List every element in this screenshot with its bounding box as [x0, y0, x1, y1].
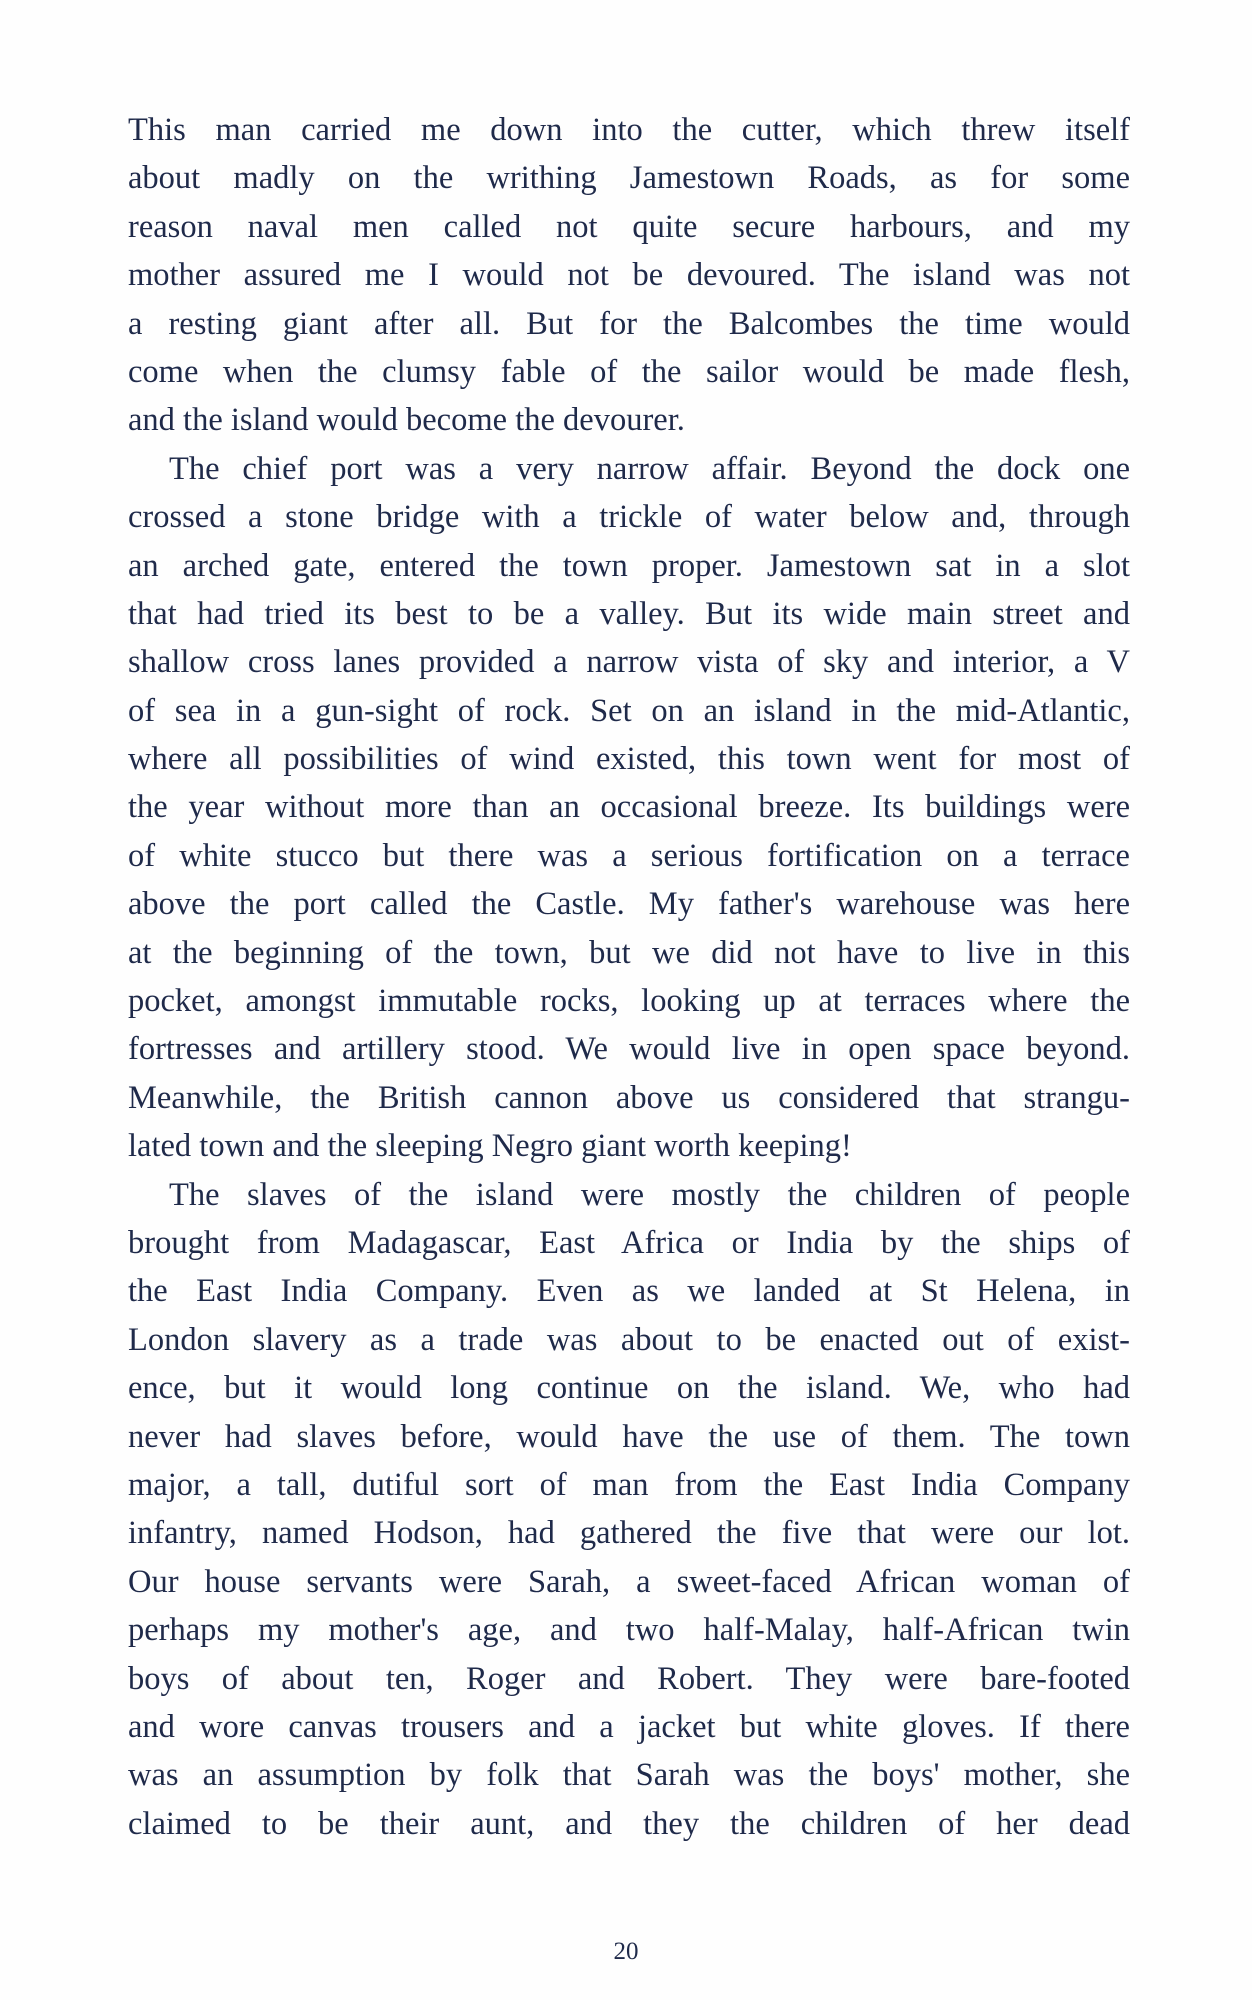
text-line: brought from Madagascar, East Africa or India by the ships of [128, 1224, 1130, 1261]
text-line: infantry, named Hodson, had gathered the five that were our lot. [128, 1515, 1130, 1552]
paragraph-3 [128, 1171, 1130, 1848]
text-line: at the beginning of the town, but we did not have to live in this [128, 934, 1130, 971]
text-line: Meanwhile, the British cannon above us considered that strangu- [128, 1079, 1130, 1116]
text-line: London slavery as a trade was about to be enacted out of exist- [128, 1321, 1130, 1358]
text-line: and the island would become the devourer. [128, 402, 685, 439]
text-line: boys of about ten, Roger and Robert. They were bare-footed [128, 1660, 1130, 1697]
text-line: ence, but it would long continue on the island. We, who had [128, 1370, 1130, 1407]
text-line: an arched gate, entered the town proper. Jamestown sat in a slot [128, 547, 1130, 584]
text-line: was an assumption by folk that Sarah was the boys' mother, she [128, 1757, 1130, 1794]
text-line: Our house servants were Sarah, a sweet-faced African woman of [128, 1563, 1130, 1600]
text-line: lated town and the sleeping Negro giant worth keeping! [128, 1128, 852, 1165]
text-line: come when the clumsy fable of the sailor would be made flesh, [128, 353, 1130, 390]
body-text [128, 106, 1130, 1848]
text-line: the East India Company. Even as we landed at St Helena, in [128, 1273, 1130, 1310]
text-line: The slaves of the island were mostly the children of people [169, 1176, 1130, 1213]
page-number: 20 [613, 1938, 639, 1965]
text-line: of white stucco but there was a serious fortification on a terrace [128, 837, 1130, 874]
text-line: fortresses and artillery stood. We would live in open space beyond. [128, 1031, 1130, 1068]
text-line: of sea in a gun-sight of rock. Set on an island in the mid-Atlantic, [128, 692, 1130, 729]
text-line: never had slaves before, would have the use of them. The town [128, 1418, 1130, 1455]
text-line: mother assured me I would not be devoured. The island was not [128, 257, 1130, 294]
paragraph-2 [128, 445, 1130, 1171]
text-line: above the port called the Castle. My father's warehouse was here [128, 886, 1130, 923]
text-line: a resting giant after all. But for the Balcombes the time would [128, 305, 1130, 342]
text-line: and wore canvas trousers and a jacket but white gloves. If there [128, 1708, 1130, 1745]
text-line: crossed a stone bridge with a trickle of water below and, through [128, 499, 1130, 536]
text-line: that had tried its best to be a valley. But its wide main street and [128, 595, 1130, 632]
paragraph-1 [128, 106, 1130, 445]
text-line: This man carried me down into the cutter, which threw itself [128, 112, 1130, 148]
text-line: The chief port was a very narrow affair. Beyond the dock one [169, 450, 1130, 487]
text-line: major, a tall, dutiful sort of man from the East India Company [128, 1466, 1130, 1503]
text-line: the year without more than an occasional breeze. Its buildings were [128, 789, 1130, 826]
text-line: about madly on the writhing Jamestown Roads, as for some [128, 160, 1130, 197]
text-line: where all possibilities of wind existed, this town went for most of [128, 741, 1130, 778]
text-line: shallow cross lanes provided a narrow vista of sky and interior, a V [128, 644, 1130, 681]
text-line: perhaps my mother's age, and two half-Malay, half-African twin [128, 1612, 1130, 1649]
text-line: reason naval men called not quite secure harbours, and my [128, 208, 1130, 245]
text-line: pocket, amongst immutable rocks, looking up at terraces where the [128, 983, 1130, 1020]
text-line: claimed to be their aunt, and they the children of her dead [128, 1805, 1130, 1842]
